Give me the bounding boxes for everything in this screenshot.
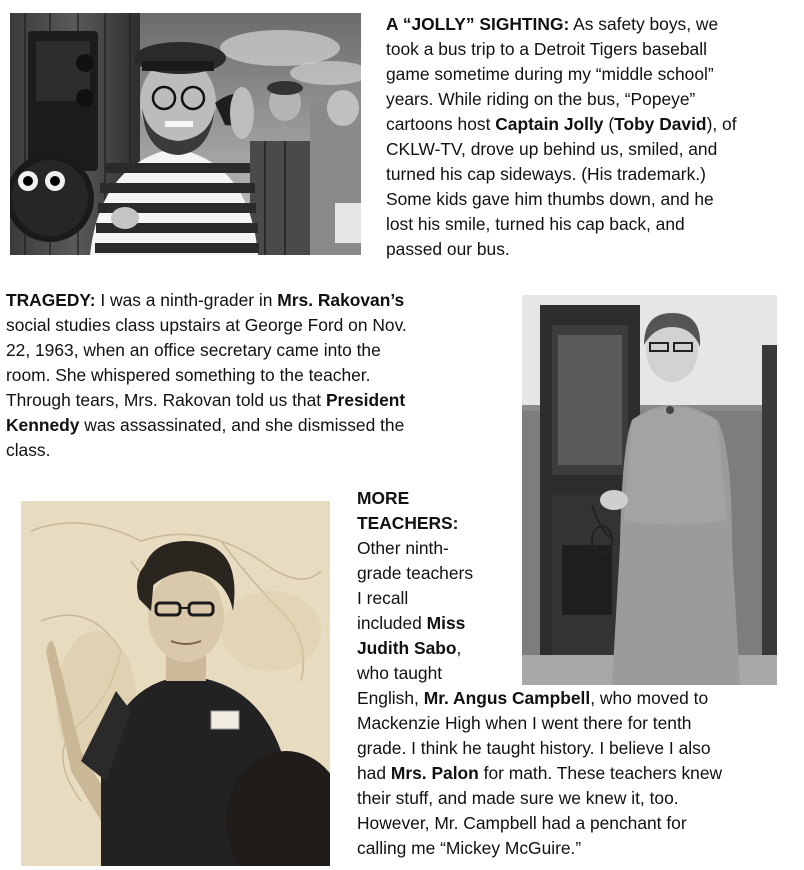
text-run: As safety boys, we: [569, 14, 719, 34]
bold-text: President: [325, 390, 406, 410]
text-run: social studies class upstairs at George Ford on Nov.: [6, 315, 407, 335]
text-line: [6, 438, 407, 463]
bold-text: Toby David: [614, 114, 707, 134]
text-run: was assassinated, and she dismissed the: [79, 415, 405, 435]
bold-text: Mr. Angus Campbell: [423, 688, 591, 708]
text-run: ,: [456, 638, 462, 658]
text-run: lost his smile, turned his cap back, and: [386, 214, 685, 234]
text-line: [357, 711, 722, 736]
text-run: took a bus trip to a Detroit Tigers baseball: [386, 39, 707, 59]
text-run: Some kids gave him thumbs down, and he: [386, 189, 714, 209]
text-run: I was a ninth-grader in: [95, 290, 278, 310]
text-line: [357, 686, 722, 711]
text-line: [386, 187, 737, 212]
text-run: I recall: [357, 588, 409, 608]
text-line: [386, 112, 737, 137]
text-line: [357, 486, 473, 511]
text-line: [386, 162, 737, 187]
text-run: Through tears, Mrs. Rakovan told us that: [6, 390, 326, 410]
text-run: CKLW-TV, drove up behind us, smiled, and: [386, 139, 718, 159]
text-run: calling me “Mickey McGuire.”: [357, 838, 582, 858]
text-run: Other ninth-: [357, 538, 449, 558]
text-run: grade. I think he taught history. I believe I also: [357, 738, 711, 758]
text-run: who taught: [357, 663, 443, 683]
text-run: , who moved to: [590, 688, 709, 708]
captain-jolly-photo: [10, 13, 361, 255]
text-line: [357, 611, 473, 636]
jolly-sighting-paragraph: [386, 12, 737, 262]
text-run: 22, 1963, when an office secretary came into the: [6, 340, 381, 360]
bold-text: TRAGEDY:: [6, 290, 96, 310]
text-line: [357, 536, 473, 561]
bold-text: Miss: [426, 613, 466, 633]
text-line: [357, 511, 473, 536]
text-run: room. She whispered something to the teacher.: [6, 365, 371, 385]
text-run: ), of: [706, 114, 737, 134]
text-run: included: [357, 613, 427, 633]
mrs-rakovan-photo: [522, 295, 777, 685]
text-line: [6, 363, 407, 388]
text-line: [357, 586, 473, 611]
more-teachers-paragraph-bottom: [357, 686, 722, 861]
text-line: [386, 212, 737, 237]
bold-text: Judith Sabo: [357, 638, 457, 658]
text-run: years. While riding on the bus, “Popeye”: [386, 89, 696, 109]
text-run: cartoons host: [386, 114, 496, 134]
bold-text: MORE: [357, 488, 410, 508]
text-run: grade teachers: [357, 563, 474, 583]
text-line: [386, 237, 737, 262]
text-line: [6, 338, 407, 363]
bold-text: Captain Jolly: [495, 114, 604, 134]
text-run: turned his cap sideways. (His trademark.): [386, 164, 706, 184]
text-line: [386, 62, 737, 87]
tragedy-paragraph: [6, 288, 407, 463]
text-line: [357, 761, 722, 786]
text-line: [386, 37, 737, 62]
text-run: class.: [6, 440, 51, 460]
text-line: [6, 413, 407, 438]
more-teachers-paragraph-top: [357, 486, 473, 686]
text-run: game sometime during my “middle school”: [386, 64, 714, 84]
text-run: (: [603, 114, 615, 134]
text-line: [357, 636, 473, 661]
text-line: [6, 313, 407, 338]
text-line: [357, 736, 722, 761]
text-line: [386, 137, 737, 162]
text-line: [357, 836, 722, 861]
text-line: [357, 661, 473, 686]
text-line: [6, 288, 407, 313]
bold-text: Kennedy: [6, 415, 80, 435]
text-line: [6, 388, 407, 413]
bold-text: Mrs. Palon: [390, 763, 479, 783]
text-run: passed our bus.: [386, 239, 510, 259]
bold-text: TEACHERS:: [357, 513, 459, 533]
text-line: [357, 811, 722, 836]
text-run: English,: [357, 688, 424, 708]
bold-text: Mrs. Rakovan’s: [277, 290, 405, 310]
text-line: [357, 786, 722, 811]
text-line: [386, 12, 737, 37]
text-run: However, Mr. Campbell had a penchant for: [357, 813, 687, 833]
text-run: their stuff, and made sure we knew it, too.: [357, 788, 679, 808]
text-run: had: [357, 763, 391, 783]
text-line: [357, 561, 473, 586]
bold-text: A “JOLLY” SIGHTING:: [386, 14, 570, 34]
text-line: [386, 87, 737, 112]
ninth-grade-teacher-photo: [21, 501, 330, 866]
text-run: Mackenzie High when I went there for tenth: [357, 713, 692, 733]
text-run: for math. These teachers knew: [478, 763, 723, 783]
